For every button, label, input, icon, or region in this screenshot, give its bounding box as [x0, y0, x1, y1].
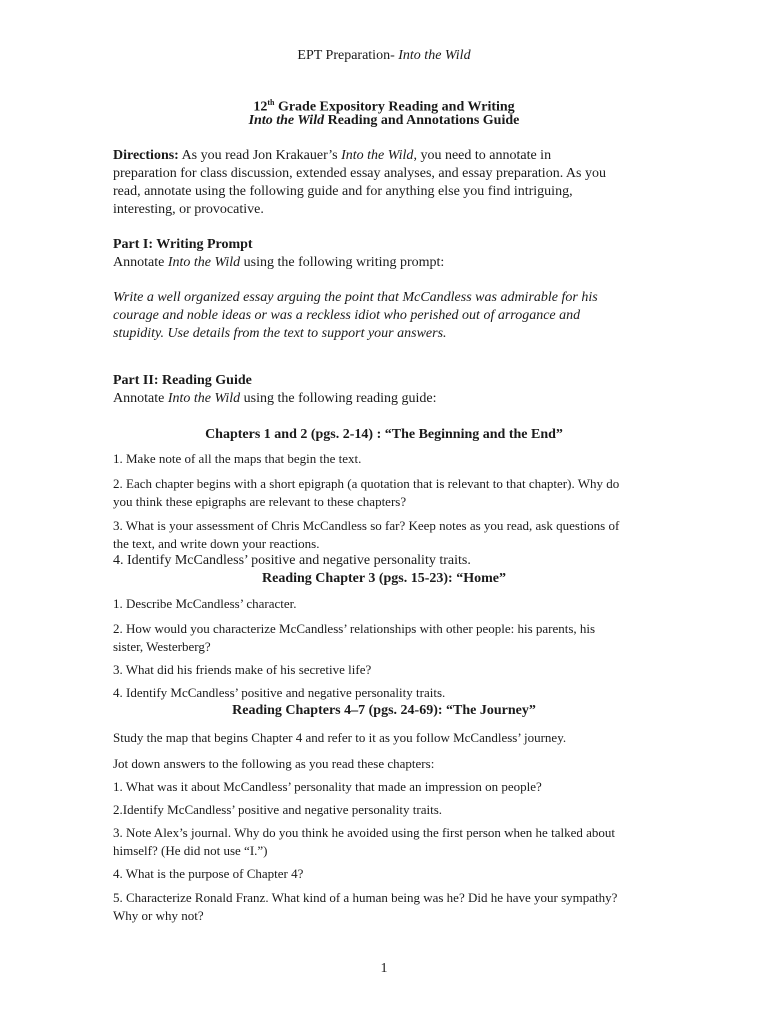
- directions-line-2: preparation for class discussion, extended essay analyses, and essay preparation. As you: [113, 166, 606, 181]
- s1-question-3-line-2: the text, and write down your reactions.: [113, 536, 320, 551]
- grade-superscript: th: [267, 98, 275, 107]
- s1-question-4: 4. Identify McCandless’ positive and negative personality traits.: [113, 553, 471, 568]
- part2-intro-b: using the following reading guide:: [240, 391, 437, 406]
- writing-prompt-line-2: courage and noble ideas or was a reckless idiot who perished out of arrogance and: [113, 308, 581, 323]
- s3-question-5-line-2: Why or why not?: [113, 908, 204, 923]
- s1-question-1: 1. Make note of all the maps that begin the text.: [113, 451, 362, 466]
- directions-text-b: , you need to annotate in: [413, 148, 552, 163]
- directions-text-a: As you read Jon Krakauer’s: [178, 148, 342, 163]
- header-book-title: Into the Wild: [398, 48, 471, 63]
- s3-study-map: Study the map that begins Chapter 4 and refer to it as you follow McCandless’ journey.: [113, 730, 567, 745]
- directions-line-1: [113, 147, 658, 165]
- s2-question-2-line-1: 2. How would you characterize McCandless’ relationships with other people: his parents, his: [113, 621, 596, 636]
- section-heading-ch3: Reading Chapter 3 (pgs. 15-23): “Home”: [262, 571, 506, 586]
- part1-intro-a: Annotate: [113, 255, 168, 270]
- writing-prompt-line-3: stupidity. Use details from the text to support your answers.: [113, 326, 447, 341]
- part2-intro-a: Annotate: [113, 391, 168, 406]
- part2-heading: Part II: Reading Guide: [113, 373, 252, 388]
- page-number: 1: [380, 961, 388, 976]
- section-heading-ch4-7: Reading Chapters 4–7 (pgs. 24-69): “The Journey”: [232, 703, 536, 718]
- s1-question-2-line-2: you think these epigraphs are relevant to these chapters?: [113, 494, 407, 509]
- title-line-2: [0, 112, 768, 130]
- part2-intro: [113, 390, 658, 408]
- title-line-1-rest: Grade Expository Reading and Writing: [274, 99, 515, 115]
- s3-question-3-line-2: himself? (He did not use “I.”): [113, 843, 268, 858]
- directions-line-4: interesting, or provocative.: [113, 202, 264, 217]
- s3-question-5-line-1: 5. Characterize Ronald Franz. What kind of a human being was he? Did he have your sympathy?: [113, 890, 618, 905]
- title-line-2-rest: Reading and Annotations Guide: [324, 113, 520, 128]
- s3-question-1: 1. What was it about McCandless’ personality that made an impression on people?: [113, 779, 542, 794]
- directions-book: Into the Wild: [341, 148, 414, 163]
- s2-question-2-line-2: sister, Westerberg?: [113, 639, 211, 654]
- title-book: Into the Wild: [248, 113, 325, 128]
- part1-intro: [113, 254, 658, 272]
- s3-question-2: 2.Identify McCandless’ positive and negative personality traits.: [113, 802, 443, 817]
- s3-question-3-line-1: 3. Note Alex’s journal. Why do you think he avoided using the first person when he talked about: [113, 825, 615, 840]
- s3-question-4: 4. What is the purpose of Chapter 4?: [113, 866, 304, 881]
- s2-question-1: 1. Describe McCandless’ character.: [113, 596, 297, 611]
- s1-question-2-line-1: 2. Each chapter begins with a short epigraph (a quotation that is relevant to that chapter). Why do: [113, 476, 620, 491]
- directions-label: Directions:: [113, 148, 179, 163]
- part2-intro-book: Into the Wild: [167, 391, 241, 406]
- s1-question-3-line-1: 3. What is your assessment of Chris McCandless so far? Keep notes as you read, ask questions of: [113, 518, 620, 533]
- grade-number: 12: [253, 99, 268, 115]
- writing-prompt-line-1: Write a well organized essay arguing the point that McCandless was admirable for his: [113, 290, 598, 305]
- s3-jot-down: Jot down answers to the following as you read these chapters:: [113, 756, 435, 771]
- section-heading-ch1-2: Chapters 1 and 2 (pgs. 2-14) : “The Beginning and the End”: [205, 427, 563, 442]
- directions-line-3: read, annotate using the following guide and for anything else you find intriguing,: [113, 184, 573, 199]
- part1-heading: Part I: Writing Prompt: [113, 237, 253, 252]
- s2-question-3: 3. What did his friends make of his secretive life?: [113, 662, 372, 677]
- s2-question-4: 4. Identify McCandless’ positive and negative personality traits.: [113, 685, 446, 700]
- header-prefix: EPT Preparation-: [297, 48, 399, 63]
- part1-intro-b: using the following writing prompt:: [240, 255, 445, 270]
- running-header: [0, 47, 768, 65]
- part1-intro-book: Into the Wild: [167, 255, 241, 270]
